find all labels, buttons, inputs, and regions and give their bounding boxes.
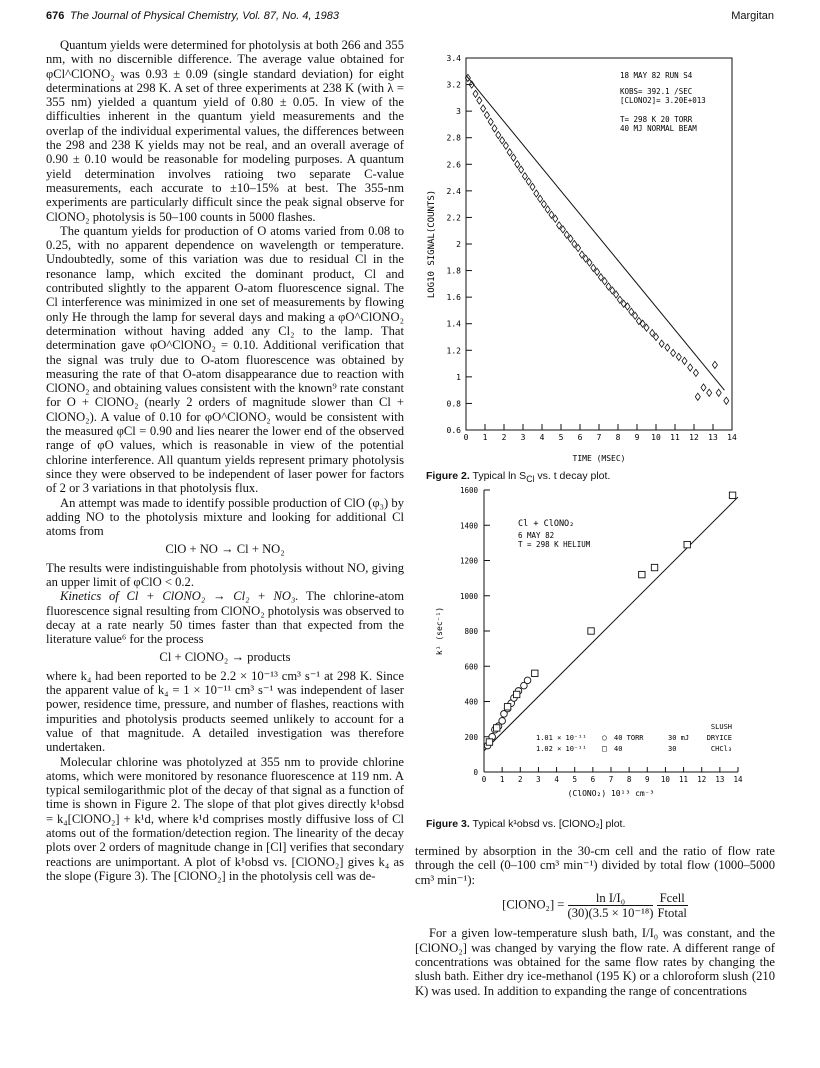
paragraph [46, 589, 404, 646]
paragraph: An attempt was made to identify possible production of ClO (φ₃) by adding NO to the photolysis mixture and looking for additional Cl atoms from [46, 495, 404, 539]
numerator: ln I/I₀ [568, 891, 654, 906]
data-point-diamond [530, 183, 535, 190]
data-point-diamond [676, 353, 681, 360]
data-point-diamond [481, 105, 486, 112]
x-tick-label: 3 [520, 433, 526, 442]
data-point-diamond [583, 255, 588, 262]
data-point-diamond [617, 296, 622, 303]
data-point-diamond [653, 333, 658, 340]
plot-frame [466, 58, 732, 430]
y-tick-label: 1.2 [446, 346, 461, 356]
data-point-diamond [591, 264, 596, 271]
run-info-line: T = 298 K HELIUM [518, 540, 591, 549]
x-tick-label: 14 [733, 775, 743, 784]
x-tick-label: 5 [558, 433, 564, 442]
data-point-diamond [629, 308, 634, 315]
data-point-diamond [659, 340, 664, 347]
data-point-diamond [707, 389, 712, 396]
y-tick-label: 1.4 [446, 319, 461, 329]
y-tick-label: 1200 [459, 556, 478, 566]
data-point-square [588, 628, 594, 634]
data-point-diamond [695, 393, 700, 400]
x-tick-label: 7 [608, 775, 614, 784]
x-tick-label: 8 [626, 775, 632, 784]
data-point-diamond [564, 231, 569, 238]
data-point-circle [499, 718, 506, 725]
figure-3-caption [426, 818, 625, 830]
y-tick-label: 400 [464, 697, 478, 707]
x-tick-label: 13 [715, 775, 725, 784]
x-tick-label: 13 [708, 433, 718, 442]
x-tick-label: 1 [482, 433, 488, 442]
x-tick-label: 5 [572, 775, 577, 784]
caption-label: Figure 3. [426, 818, 470, 830]
data-point-diamond [633, 312, 638, 319]
fraction-absorbance [568, 891, 654, 921]
data-point-diamond [606, 283, 611, 290]
data-point-diamond [650, 329, 655, 336]
run-info-line: KOBS= 392.1 /SEC [620, 87, 693, 96]
legend-energy: 30 [668, 745, 677, 753]
data-point-diamond [568, 235, 573, 242]
data-point-diamond [665, 344, 670, 351]
y-tick-label: 1400 [459, 521, 478, 531]
data-point-diamond [549, 211, 554, 218]
denominator: Ftotal [657, 906, 687, 921]
right-column [415, 844, 775, 998]
y-tick-label: 2.8 [446, 133, 461, 143]
data-point-diamond [515, 161, 520, 168]
caption-text: Typical k¹obsd vs. [ClONO₂] plot. [472, 818, 626, 830]
journal-title: The Journal of Physical Chemistry, Vol. 87, No. 4, 1983 [70, 10, 340, 22]
data-point-diamond [572, 240, 577, 247]
y-tick-label: 1 [456, 372, 461, 382]
run-info-line: [CLONO2]= 3.20E+013 [620, 96, 706, 105]
x-axis-label: (ClONO₂) 10¹³ cm⁻³ [567, 789, 655, 798]
caption-sub: Cl [526, 474, 535, 485]
paragraph: Quantum yields were determined for photolysis at both 266 and 355 nm, with no discernible difference. The average value obtained for φCl^ClONO₂ was 0.93 ± 0.09 (single standard deviation) for eight determinations at 298 K. A set of three experiments at 238 K (with λ = 355 nm) yielded a quantum yield of 0.80 ± 0.05. In view of the difficulties inherent in the quantum yield measurements and the overlap of the individual experimental values, the differences between the 298 and 238 K yields may not be real, and an overall average of 0.90 ± 0.10 would be reasonable for modeling purposes. A quantum yield determination involves ratioing two separate C-value measurements, each accurate to ±10–15% at best. The 355-nm experiments are particularly difficult since the peak signal observe for ClONO₂ photolysis is 50–100 counts in 5000 flashes. [46, 38, 404, 224]
data-point-diamond [688, 364, 693, 371]
y-tick-label: 800 [464, 627, 478, 636]
y-tick-label: 0 [473, 768, 478, 777]
data-point-diamond [716, 389, 721, 396]
data-point-circle [524, 677, 531, 684]
data-point-diamond [484, 112, 489, 119]
x-tick-label: 1 [499, 775, 505, 784]
x-axis-label: TIME (MSEC) [572, 454, 626, 463]
denominator: (30)(3.5 × 10⁻¹⁸) [567, 906, 654, 921]
y-tick-label: 2.4 [446, 186, 461, 196]
data-point-diamond [610, 287, 615, 294]
y-tick-label: 0.8 [446, 399, 461, 409]
y-tick-label: 200 [464, 732, 478, 742]
data-point-diamond [503, 142, 508, 149]
left-column [46, 38, 404, 883]
x-tick-label: 4 [539, 433, 545, 442]
legend-header: SLUSH [710, 723, 732, 731]
data-point-diamond [576, 244, 581, 251]
data-point-square [729, 492, 735, 498]
paragraph: For a given low-temperature slush bath, I/I₀ was constant, and the [ClONO₂] was changed by varying the flow rate. A different range of concentrations was obtained for the same flow rates by changing the slush bath. Either dry ice-methanol (195 K) or a chloroform slush (210 K) was used. In addition to expanding the range of concentrations [415, 926, 775, 998]
data-point-diamond [579, 251, 584, 258]
x-tick-label: 14 [727, 433, 737, 442]
x-tick-label: 12 [697, 775, 707, 784]
data-point-diamond [724, 397, 729, 404]
caption-text: Typical ln S [472, 470, 527, 482]
paragraph: The quantum yields for production of O atoms varied from 0.08 to 0.25, with no apparent dependence on wavelength or temperature. Undoubtedly, some of this variation was due to residual Cl in the resonance lamp, which excited the dominant product, Cl and contributed slightly to the apparent O-atom fluorescence signal. The Cl interference was minimized in one set of measurements by flowing only He through the lamp for several days and making a φO^ClONO₂ determination without having added any Cl₂ to the lamp. That determination gave φO^ClONO₂ = 0.10. Additional verification that the signal was truly due to O-atom fluorescence was obtained by measuring the rate of that O-atom disappearance due to reaction with ClONO₂ and obtaining values consistent with the known⁹ rate constant for O + ClONO₂ (nearly 2 orders of magnitude slower than Cl + ClONO₂). A value of 0.10 for φO^ClONO₂ would be consistent with the measured φCl = 0.90 and lies nearer the lower end of the observed range of φO values, which is reasonable in view of the potential chlorine interference. All quantum yields represent primary photolysis since they were observed to be independent of laser power for factors of 2 or 3 variations in that photolysis flux. [46, 223, 404, 496]
data-point-diamond [488, 118, 493, 125]
x-tick-label: 6 [590, 775, 596, 784]
data-point-diamond [492, 125, 497, 132]
data-point-square [486, 739, 492, 745]
data-point-diamond [644, 324, 649, 331]
data-point-diamond [598, 274, 603, 281]
data-point-diamond [541, 201, 546, 208]
data-point-square [532, 670, 538, 676]
data-point-diamond [671, 349, 676, 356]
y-tick-label: 1000 [459, 591, 478, 601]
data-point-diamond [473, 90, 478, 97]
data-point-diamond [553, 215, 558, 222]
x-tick-label: 11 [670, 433, 680, 442]
x-tick-label: 10 [651, 433, 661, 442]
y-tick-label: 1.6 [446, 293, 461, 303]
legend-rate: 1.02 × 10⁻¹¹ [536, 745, 587, 753]
data-point-square [684, 541, 690, 547]
data-point-diamond [682, 357, 687, 364]
data-point-diamond [507, 149, 512, 156]
data-point-diamond [500, 137, 505, 144]
y-tick-label: 3.4 [446, 54, 461, 63]
run-info-line: Cl + ClONO₂ [518, 519, 575, 529]
data-point-diamond [712, 361, 717, 368]
run-info-line: 40 MJ NORMAL BEAM [620, 124, 697, 133]
formula-lhs: [ClONO₂] = [502, 897, 565, 912]
x-tick-label: 8 [615, 433, 621, 442]
caption-tail: vs. t decay plot. [534, 470, 611, 482]
run-info-line: 18 MAY 82 RUN S4 [620, 71, 693, 80]
data-point-diamond [701, 384, 706, 391]
x-tick-label: 12 [689, 433, 699, 442]
y-tick-label: 0.6 [446, 426, 461, 435]
run-info-line: 6 MAY 82 [518, 531, 555, 540]
data-point-diamond [545, 206, 550, 213]
x-tick-label: 3 [536, 775, 541, 784]
x-tick-label: 2 [518, 775, 523, 784]
data-point-diamond [595, 268, 600, 275]
legend-slush: DRYICE [706, 734, 732, 742]
data-point-diamond [693, 369, 698, 376]
data-point-diamond [587, 259, 592, 266]
fraction-flow [657, 891, 688, 921]
x-tick-label: 10 [660, 775, 670, 784]
run-info-line: T= 298 K 20 TORR [620, 115, 693, 124]
legend-symbol: □ [602, 744, 607, 753]
equation: ClO + NO → Cl + NO₂ [165, 542, 285, 557]
data-point-diamond [538, 195, 543, 202]
concentration-formula [415, 891, 775, 921]
x-tick-label: 0 [481, 775, 487, 784]
paragraph-text: The chlorine-atom fluorescence signal resulting from ClONO₂ photolysis was observed to decay at a rate nearly 50 times faster than that expected from the literature value⁶ for the process [46, 589, 404, 647]
legend-rate: 1.01 × 10⁻¹¹ [536, 734, 587, 742]
caption-label: Figure 2. [426, 470, 470, 482]
data-point-diamond [534, 190, 539, 197]
figure-2-chart [420, 48, 780, 470]
y-tick-label: 600 [464, 662, 478, 672]
y-tick-label: 1.8 [446, 266, 461, 276]
y-tick-label: 2.2 [446, 213, 461, 223]
running-header [0, 10, 820, 26]
paragraph: The results were indistinguishable from photolysis without NO, giving an upper limit of φClO < 0.2. [46, 560, 404, 589]
paragraph: termined by absorption in the 30-cm cell and the ratio of flow rate through the cell (0–100 cm³ min⁻¹) divided by total flow (1000–5000 cm³ min⁻¹): [415, 844, 775, 887]
y-tick-label: 1600 [459, 486, 478, 495]
y-tick-label: 2 [456, 240, 461, 249]
legend-slush: CHCl₃ [710, 745, 732, 753]
data-point-diamond [511, 154, 516, 161]
legend-pressure: 40 [614, 745, 623, 753]
data-point-square [513, 691, 519, 697]
y-tick-label: 3 [456, 107, 461, 117]
data-point-diamond [522, 173, 527, 180]
legend-pressure: 40 TORR [614, 734, 644, 742]
data-point-square [494, 725, 500, 731]
legend-energy: 30 mJ [668, 734, 690, 742]
data-point-diamond [602, 278, 607, 285]
x-tick-label: 9 [634, 433, 640, 442]
paragraph: Molecular chlorine was photolyzed at 355 nm to provide chlorine atoms, which were monitored by resonance fluorescence at 119 nm. A typical semilogarithmic plot of the decay of that signal as a function of time is shown in Figure 2. The slope of that plot gives directly k¹obsd = k₄[ClONO₂] + k¹d, where k¹d comprises mostly diffusive loss of Cl atoms out of the formation/detection region. The linearity of the decay plots over 2 orders of magnitude change in [Cl] verifies that secondary reactions are unimportant. A plot of k¹obsd vs. [ClONO₂] gives k₄ as the slope (Figure 3). The [ClONO₂] in the photolysis cell was de- [46, 754, 404, 883]
x-tick-label: 7 [596, 433, 602, 442]
equation: Cl + ClONO₂ → products [159, 650, 291, 665]
data-point-diamond [519, 166, 524, 173]
y-tick-label: 3.2 [446, 80, 461, 90]
x-tick-label: 9 [645, 775, 650, 784]
page-number: 676 [46, 10, 65, 22]
data-point-diamond [560, 226, 565, 233]
legend-symbol: ○ [602, 733, 607, 742]
data-point-diamond [614, 291, 619, 298]
data-point-diamond [477, 97, 482, 104]
x-tick-label: 6 [577, 433, 583, 442]
x-tick-label: 0 [463, 433, 469, 442]
data-point-square [651, 564, 657, 570]
numerator: Fcell [657, 891, 688, 906]
author-name: Margitan [731, 10, 774, 22]
x-tick-label: 4 [554, 775, 559, 784]
x-tick-label: 2 [501, 433, 507, 442]
data-point-diamond [557, 222, 562, 229]
data-point-square [639, 571, 645, 577]
x-tick-label: 11 [679, 775, 689, 784]
section-title: Kinetics of Cl + ClONO₂ → Cl₂ + NO₃. [60, 589, 299, 604]
data-point-diamond [526, 178, 531, 185]
data-point-diamond [496, 131, 501, 138]
y-axis-label: k¹ (sec⁻¹) [435, 606, 444, 656]
y-tick-label: 2.6 [446, 160, 461, 170]
y-axis-label: LOG10 SIGNAL(COUNTS) [427, 189, 437, 299]
data-point-square [504, 704, 510, 710]
paragraph: where k₄ had been reported to be 2.2 × 10⁻¹³ cm³ s⁻¹ at 298 K. Since the apparent value of k₄ = 1 × 10⁻¹¹ cm³ s⁻¹ was independent of laser power, residence time, pressure, and number of flashes, reactions with impurities and photolysis products seemed unlikely to account for a value of that magnitude. A detailed investigation was therefore undertaken. [46, 668, 404, 755]
figure-3-chart [420, 482, 780, 812]
